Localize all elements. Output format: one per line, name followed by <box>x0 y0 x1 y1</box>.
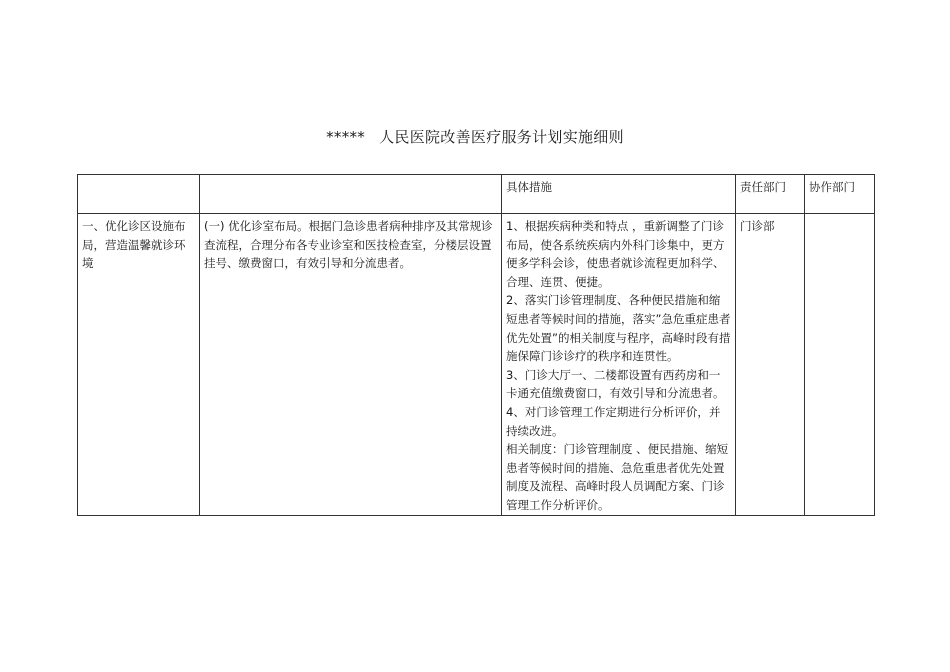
header-item <box>200 175 502 214</box>
measure-2: 2、落实门诊管理制度、各种便民措施和缩短患者等候时间的措施，落实”急危重症患者优先处置”的相关制度与程序，高峰时段有措施保障门诊诊疗的秩序和连贯性。 <box>506 293 731 364</box>
title-text: 人民医院改善医疗服务计划实施细则 <box>379 128 624 146</box>
cell-cooperating-dept <box>805 214 875 516</box>
measure-4: 4、对门诊管理工作定期进行分析评价，并持续改进。 <box>506 404 721 438</box>
header-area <box>78 175 200 214</box>
header-cooperating-dept: 协作部门 <box>805 175 875 214</box>
related-rules: 相关制度：门诊管理制度 、便民措施、缩短患者等候时间的措施、急危重患者优先处置制度及流程、高峰时段人员调配方案、门诊管理工作分析评价。 <box>506 442 729 512</box>
document-title <box>0 127 950 147</box>
title-stars: ***** <box>326 128 366 146</box>
cell-measures <box>502 214 736 516</box>
header-measures: 具体措施 <box>502 175 736 214</box>
table-header-row <box>78 175 875 214</box>
plan-table <box>77 174 875 516</box>
measure-1: 1、根据疾病种类和特点 ，重新调整了门诊布局，使各系统疾病内外科门诊集中，更方便多学科会诊，使患者就诊流程更加科学、合理、连贯、便捷。 <box>506 219 725 289</box>
cell-item: (一) 优化诊室布局。根据门急诊患者病种排序及其常规诊查流程，合理分布各专业诊室和医技检查室，分楼层设置挂号、缴费窗口，有效引导和分流患者。 <box>200 214 502 516</box>
cell-responsible-dept: 门诊部 <box>736 214 805 516</box>
measure-3: 3、门诊大厅一、二楼都设置有西药房和一卡通充值缴费窗口，有效引导和分流患者。 <box>506 367 725 401</box>
cell-area: 一、优化诊区设施布局，营造温馨就诊环境 <box>78 214 200 516</box>
header-responsible-dept: 责任部门 <box>736 175 805 214</box>
table-row <box>78 214 875 516</box>
